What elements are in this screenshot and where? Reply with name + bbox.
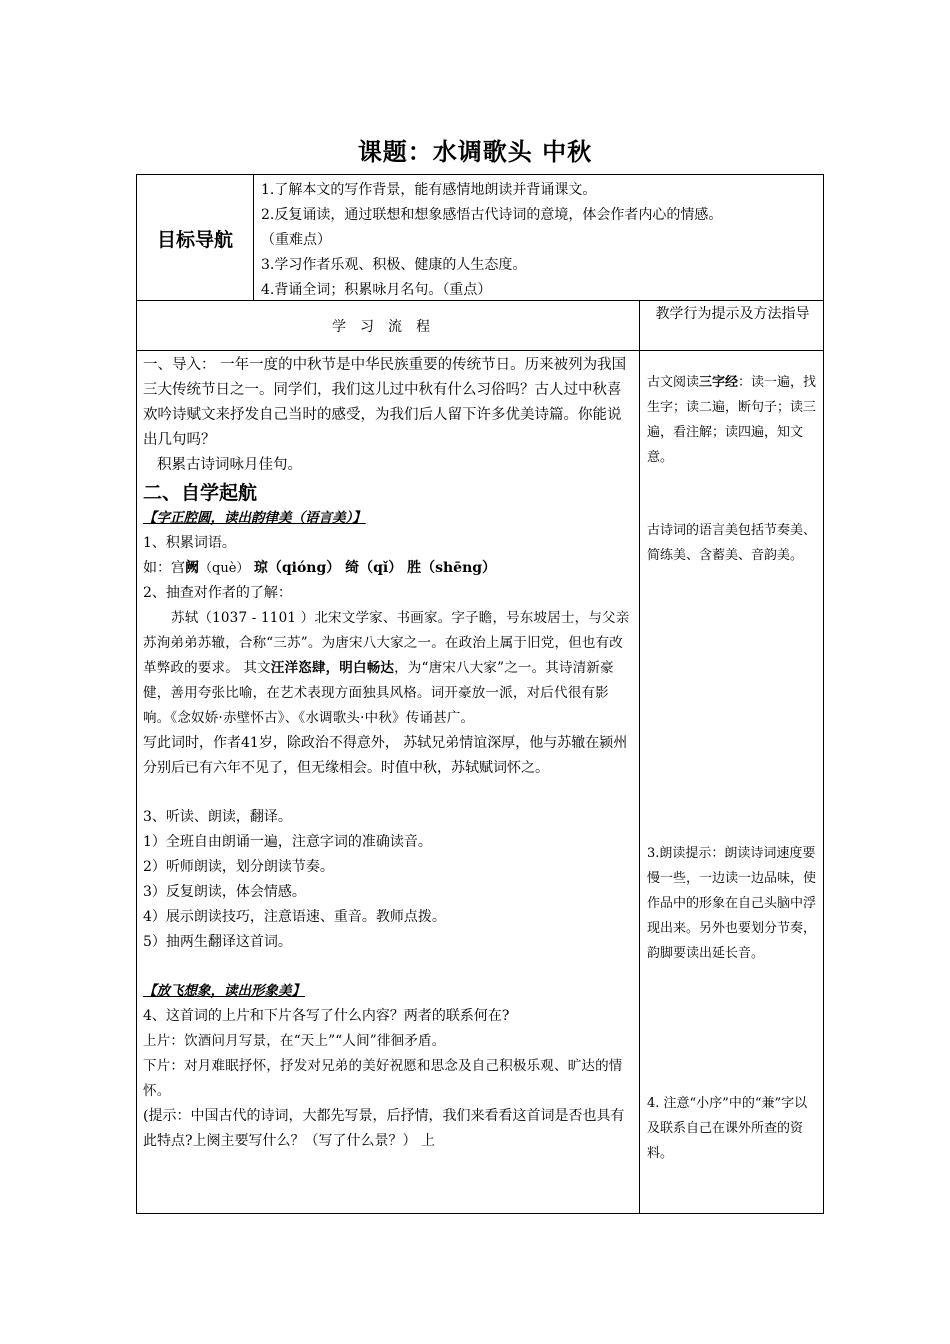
intro-note: 积累古诗词咏月佳句。: [157, 457, 302, 473]
goal-item: 2.反复诵读，通过联想和想象感悟古代诗词的意境，体会作者内心的情感。: [261, 207, 723, 223]
subsection-heading: 【字正腔圆，读出韵律美（语言美）】: [143, 510, 366, 526]
section-heading: 二、自学起航: [143, 482, 258, 504]
list-item: 1）全班自由朗诵一遍，注意字词的准确读音。: [143, 834, 432, 850]
goals-list: [261, 178, 821, 303]
lesson-table: [136, 174, 824, 1214]
hint-text: 古文阅读: [647, 375, 700, 390]
page-title: 课题：水调歌头 中秋: [357, 138, 593, 166]
step-1: 1、积累词语。: [143, 535, 236, 551]
hint-header: 教学行为提示及方法指导: [655, 306, 810, 322]
upper-part: 上片：饮酒问月写景，在“天上”“人间”徘徊矛盾。: [143, 1033, 446, 1049]
hint-note-4: 4. 注意“小序”中的“兼”字以及联系自己在课外所查的资料。: [647, 1096, 808, 1161]
tip-paragraph: (提示：中国古代的诗词，大都先写景，后抒情，我们来看看这首词是否也具有此特点?上阕主要写什么？（写了什么景？） 上: [143, 1108, 625, 1149]
word-pinyin: （què）: [199, 561, 250, 576]
flow-header: 学习流程: [332, 319, 444, 335]
step-4: 4、这首词的上片和下片各写了什么内容？两者的联系何在?: [143, 1008, 510, 1024]
col-divider: [639, 300, 640, 1213]
goal-item: 4.背诵全词；积累咏月名句。（重点）: [261, 282, 492, 298]
bio-text: ，为“唐宋八大家”之一。其诗清新豪健，善用夸张比喻，在艺术表现方面独具风格。词开豪放一派，对后代很有影响。《念奴娇·赤壁怀古》、《水调歌头·中秋》传诵甚广。: [143, 660, 614, 726]
hint-note-1: [647, 370, 819, 470]
goal-item: （重难点）: [261, 232, 331, 248]
hint-note-3: 3.朗读提示：朗读诗词速度要慢一些，一边读一边品味，使作品中的形象在自己头脑中浮现出来。另外也要划分节奏，韵脚要读出延长音。: [647, 846, 817, 961]
hint-emphasis: 三字经: [699, 375, 739, 390]
col-divider: [253, 175, 254, 300]
goal-item: 1.了解本文的写作背景，能有感情地朗读并背诵课文。: [261, 182, 597, 198]
hint-note-2: 古诗词的语言美包括节奏美、简练美、含蓄美、音韵美。: [647, 523, 817, 563]
word-prefix: 如：宫: [143, 560, 185, 576]
word-list: [143, 556, 635, 581]
intro-paragraph: 一、导入： 一年一度的中秋节是中华民族重要的传统节日。历来被列为我国三大传统节日之一。同学们，我们这儿过中秋有什么习俗吗？古人过中秋喜欢吟诗赋文来抒发自己当时的感受，为我们后人留下许多优美诗篇。你能说出几句吗？: [143, 357, 627, 448]
list-item: 4）展示朗读技巧，注意语速、重音。教师点拨。: [143, 909, 446, 925]
flow-content: [143, 353, 635, 1154]
step-2: 2、抽查对作者的了解：: [143, 585, 292, 601]
bio-text: 苏轼（1037 - 1101 ）北宋文学家、书画家。字子瞻，号东坡居士，与父亲苏洵弟弟苏辙，合称“三苏”。为唐宋八大家之一。在政治上属于旧党，但也有改革弊政的要求。 其文: [143, 610, 630, 676]
author-bio: [143, 606, 635, 731]
bio-emphasis: 汪洋恣肆，明白畅达: [270, 660, 395, 676]
goals-label: 目标导航: [156, 228, 233, 251]
goal-item: 3.学习作者乐观、积极、健康的人生态度。: [261, 257, 527, 273]
list-item: 3）反复朗读，体会情感。: [143, 884, 306, 900]
lower-part: 下片：对月难眠抒怀，抒发对兄弟的美好祝愿和思念及自己积极乐观、旷达的情怀。: [143, 1058, 623, 1099]
hint-text: ：读一遍，找生字；读二遍，断句子；读三遍，看注解；读四遍，知文意。: [647, 375, 817, 465]
list-item: 2）听师朗读，划分朗读节奏。: [143, 859, 334, 875]
word-bold: 琼（qióng） 绮（qǐ） 胜（shēng）: [253, 560, 497, 576]
subsection-heading: 【放飞想象，读出形象美】: [143, 983, 305, 999]
list-item: 5）抽两生翻译这首词。: [143, 934, 292, 950]
background-paragraph: 写此词时，作者41岁，除政治不得意外， 苏轼兄弟情谊深厚，他与苏辙在颍州分别后已有六年不见了，但无缘相会。时值中秋，苏轼赋词怀之。: [143, 735, 628, 776]
step-3: 3、听读、朗读，翻译。: [143, 809, 292, 825]
word-bold: 阙: [185, 560, 199, 576]
